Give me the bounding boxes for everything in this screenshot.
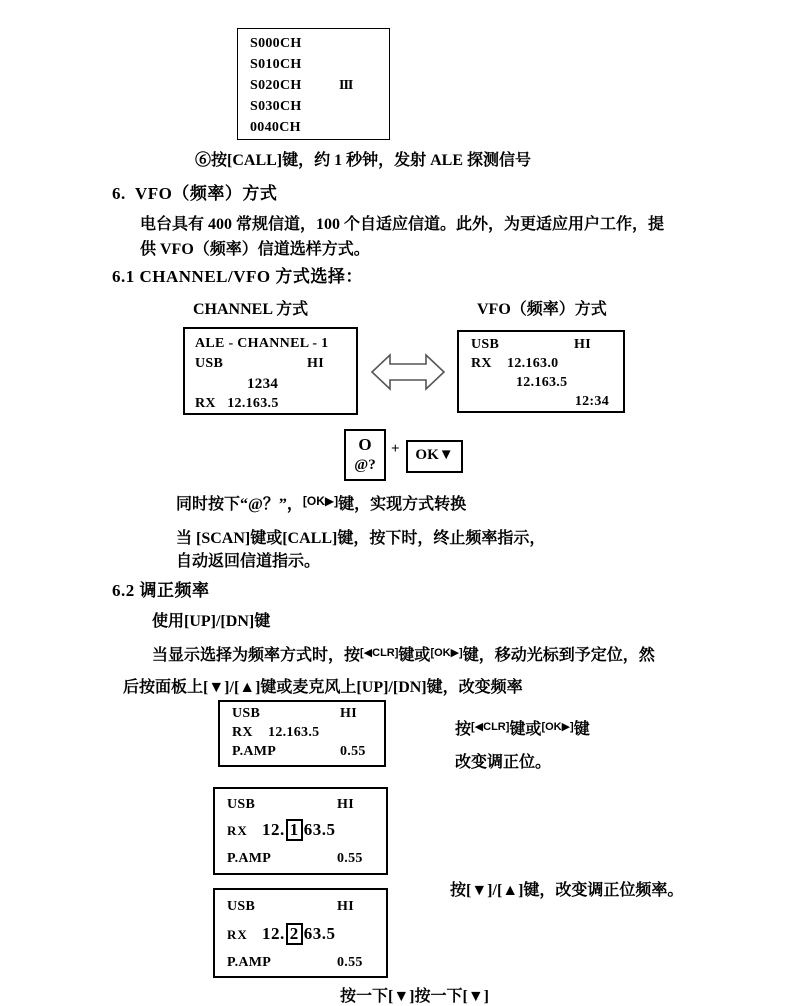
para-text: 键，移动光标到予定位，然 [462, 647, 655, 664]
mode-switch-note [176, 491, 466, 514]
adjust-position-note-line1 [455, 716, 590, 739]
note-text: 键，实现方式转换 [338, 496, 467, 513]
display-power: HI [337, 899, 354, 914]
rx-label: RX [227, 927, 248, 942]
section6-paragraph-line2: 供 VFO（频率）信道选样方式。 [140, 241, 370, 258]
display-power: HI [307, 356, 324, 371]
note-text: 键 [573, 721, 590, 738]
section62-heading: 6.2 调正频率 [112, 581, 210, 600]
ok-key-inline: [OK▶] [430, 647, 463, 659]
step6-caption: ⑥按[CALL]键，约 1 秒钟，发射 ALE 探测信号 [195, 152, 532, 169]
display-rx-line: RX 12.163.5 [232, 725, 320, 740]
change-freq-note: 按[▼]/[▲]键，改变调正位频率。 [450, 882, 684, 899]
section6-paragraph-line1: 电台具有 400 常规信道，100 个自适应信道。此外，为更适应用户工作，提 [140, 216, 665, 233]
at-question-key [344, 429, 386, 481]
display-mode: USB [232, 706, 261, 721]
display-line: ALE - CHANNEL - 1 [195, 336, 329, 351]
channel-mode-display [183, 327, 358, 415]
display-rx-freq [227, 819, 336, 841]
freq-text: 12. [262, 820, 285, 839]
display-power: HI [337, 797, 354, 812]
display-pamp-value: 0.55 [340, 744, 366, 759]
para-text: 键或 [398, 647, 431, 664]
freq-cursor: 2 [286, 923, 303, 945]
display-pamp: P.AMP [232, 744, 277, 759]
freq-text: 63.5 [303, 820, 336, 839]
freq-text: 12. [262, 924, 285, 943]
display-mode: USB [471, 337, 500, 352]
freq-display-3 [213, 888, 388, 978]
clr-key-inline: [◀CLR] [471, 721, 510, 733]
note-text: 同时按下“@？”， [176, 496, 303, 513]
section62-paragraph-line1 [152, 642, 655, 665]
channel-mode-label: CHANNEL 方式 [193, 301, 309, 318]
channel-item: S030CH [250, 99, 302, 114]
rx-label: RX [227, 823, 248, 838]
section61-heading: 6.1 CHANNEL/VFO 方式选择： [112, 267, 363, 286]
display-mode: USB [227, 797, 256, 812]
display-mode: USB [195, 356, 224, 371]
plus-sign: + [391, 441, 400, 457]
display-rx-line: RX 12.163.0 [471, 356, 559, 371]
display-freq2: 12.163.5 [516, 375, 568, 390]
adjust-position-note-line2: 改变调正位。 [455, 754, 552, 771]
section62-paragraph-line2: 后按面板上[▼]/[▲]键或麦克风上[UP]/[DN]键，改变频率 [123, 679, 523, 696]
display-power: HI [574, 337, 591, 352]
freq-display-2 [213, 787, 388, 875]
display-pamp: P.AMP [227, 955, 272, 970]
clipped-bottom-text: 按一下[▼]按一下[▼] [340, 988, 489, 1005]
ok-key-inline: [OK▶] [302, 494, 339, 508]
vfo-mode-display [457, 330, 625, 413]
note-text: 按 [455, 721, 472, 738]
channel-item: S020CH [250, 78, 302, 93]
ok-down-key [406, 440, 463, 473]
freq-text: 63.5 [303, 924, 336, 943]
channel-item: 0040CH [250, 120, 301, 135]
display-mode: USB [227, 899, 256, 914]
vfo-mode-label: VFO（频率）方式 [477, 301, 607, 318]
display-rx-line: RX 12.163.5 [195, 396, 279, 411]
key-label-top: O [358, 435, 372, 454]
channel-item: S000CH [250, 36, 302, 51]
clr-key-inline: [◀CLR] [360, 647, 399, 659]
display-clock: 12:34 [574, 394, 609, 409]
signal-indicator-icon: III [339, 78, 353, 93]
scan-call-note-line1: 当 [SCAN]键或[CALL]键，按下时，终止频率指示， [176, 530, 546, 547]
display-pamp-value: 0.55 [337, 955, 363, 970]
freq-cursor: 1 [286, 819, 303, 841]
note-text: 键或 [509, 721, 542, 738]
section6-heading: 6. VFO（频率）方式 [112, 184, 278, 203]
display-rx-freq [227, 923, 336, 945]
section62-subheading: 使用[UP]/[DN]键 [152, 613, 271, 630]
scan-call-note-line2: 自动返回信道指示。 [176, 553, 321, 570]
key-label-bottom: @? [354, 457, 376, 473]
key-label: OK▼ [415, 447, 454, 463]
swap-arrow-icon [369, 350, 447, 394]
display-power: HI [340, 706, 357, 721]
ok-key-inline: [OK▶] [541, 721, 574, 733]
display-channel-digits: 1234 [247, 376, 279, 392]
channel-item: S010CH [250, 57, 302, 72]
freq-display-1 [218, 700, 386, 767]
display-pamp: P.AMP [227, 851, 272, 866]
display-pamp-value: 0.55 [337, 851, 363, 866]
channel-list-display [237, 28, 390, 140]
para-text: 当显示选择为频率方式时，按 [152, 647, 361, 664]
